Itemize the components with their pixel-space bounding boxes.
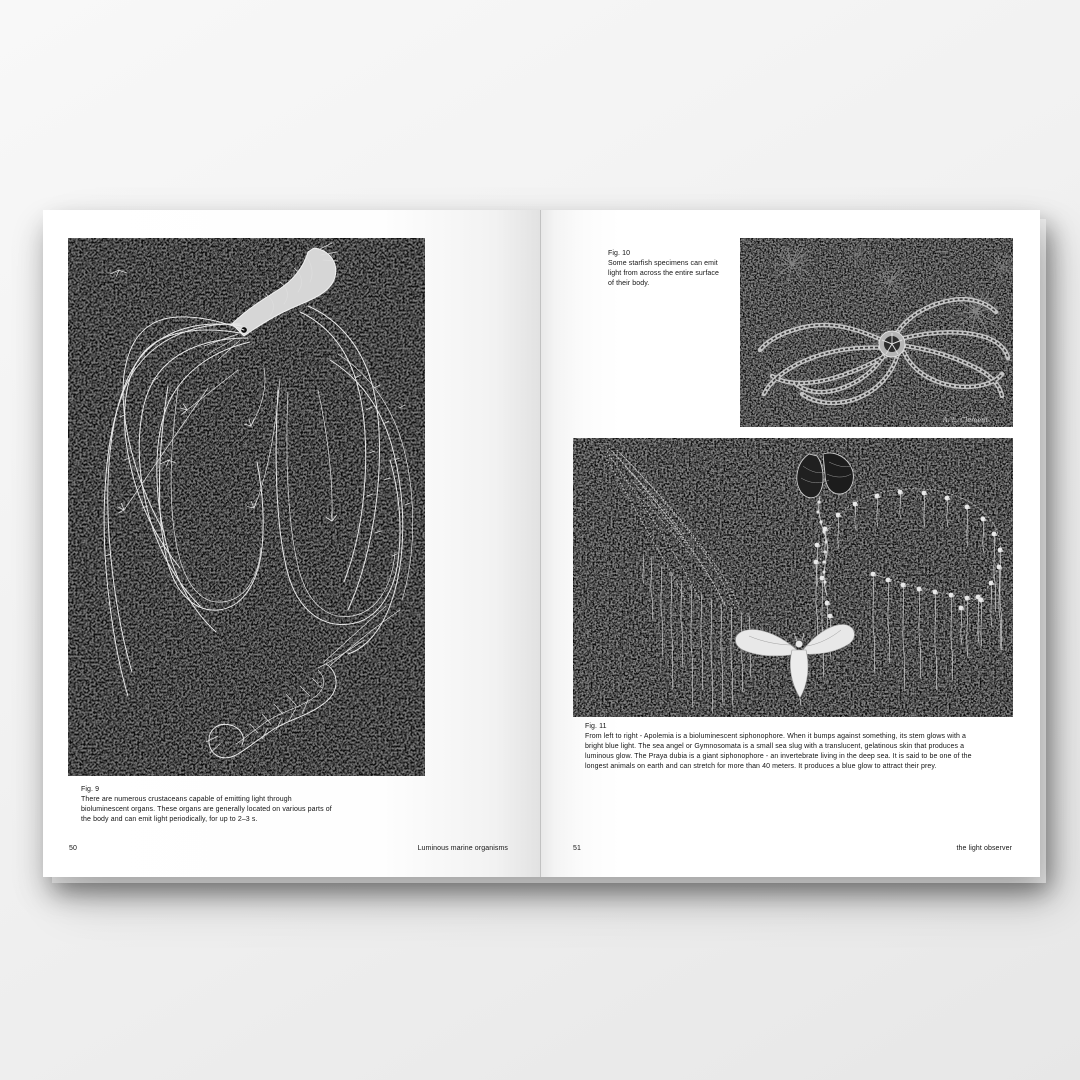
right-page-footer xyxy=(573,845,1012,852)
fig9-caption-line: There are numerous crustaceans capable of emitting light through xyxy=(81,796,292,803)
fig9-label: Fig. 9 xyxy=(81,786,100,793)
fig11-caption-line: bright blue light. The sea angel or Gymnosomata is a small sea slug with a translucent, gelatinous skin that produces a xyxy=(585,743,965,750)
right-page xyxy=(540,210,1040,877)
fig10-label: Fig. 10 xyxy=(608,250,631,257)
fig11-caption-line: From left to right - Apolemia is a bioluminescent siphonophore. When it bumps against something, its stem glows with a xyxy=(585,733,967,740)
fig9-caption-line: the body and can emit light periodically, for up to 2–3 s. xyxy=(81,816,258,823)
book-spread xyxy=(43,210,1040,877)
fig11-caption-line: luminous glow. The Praya dubia is a giant siphonophore - an invertebrate living in the deep sea. It is said to be one of the xyxy=(585,753,972,760)
fig10-caption-line: light from across the entire surface xyxy=(608,270,719,277)
fig11-caption xyxy=(585,722,1015,772)
fig11-image-panel xyxy=(573,438,1013,717)
running-title-left: Luminous marine organisms xyxy=(417,845,508,852)
fig10-starfish-illustration xyxy=(740,238,1013,427)
left-page xyxy=(43,210,540,877)
fig10-caption-line: of their body. xyxy=(608,280,650,287)
open-book xyxy=(43,210,1040,877)
fig9-caption xyxy=(81,785,441,825)
left-page-footer xyxy=(69,845,508,852)
fig10-caption-line: Some starfish specimens can emit xyxy=(608,260,718,267)
page-number-right: 51 xyxy=(573,845,581,852)
fig9-shrimp-illustration xyxy=(68,238,425,776)
artist-signature: A. L. Clément. xyxy=(943,416,991,424)
fig9-image-panel xyxy=(68,238,425,776)
fig9-caption-line: bioluminescent organs. These organs are generally located on various parts of xyxy=(81,806,332,813)
fig11-siphonophore-illustration xyxy=(573,438,1013,717)
fig11-caption-line: longest animals on earth and can stretch for more than 40 meters. It produces a blue glow to attract their prey. xyxy=(585,763,937,770)
fig10-caption xyxy=(608,249,736,289)
running-title-right: the light observer xyxy=(956,845,1012,852)
fig10-image-panel xyxy=(740,238,1013,427)
fig11-label: Fig. 11 xyxy=(585,723,607,730)
page-number-left: 50 xyxy=(69,845,77,852)
